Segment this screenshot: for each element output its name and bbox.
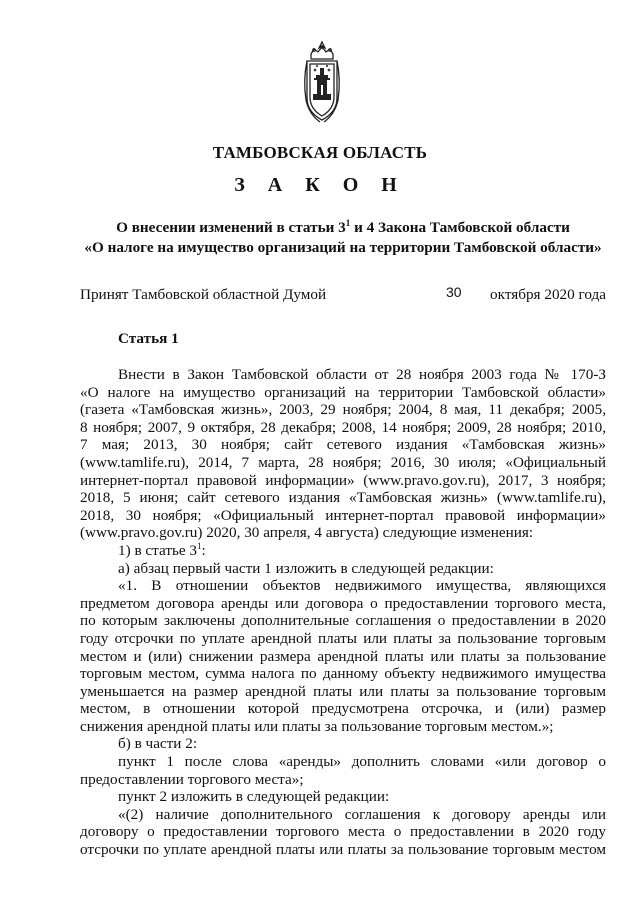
body-line: «(2) наличие дополнительного соглашения к договору аренды или bbox=[118, 805, 606, 823]
body-line bbox=[80, 542, 606, 560]
body-line-text: 1) в статье 3 bbox=[118, 541, 198, 559]
adoption-month-year: октября 2020 года bbox=[490, 286, 606, 303]
article-body bbox=[80, 366, 606, 859]
body-line: 2018, 5 июня; сайт сетевого издания «Тамбовская жизнь» (www.tamlife.ru), bbox=[80, 489, 606, 507]
body-line: «О налоге на имущество организаций на территории Тамбовской области» bbox=[80, 383, 606, 401]
body-line: пункт 2 изложить в следующей редакции: bbox=[118, 788, 390, 806]
body-line: снижения арендной платы или платы за пользование торговым местом.»; bbox=[80, 717, 554, 735]
body-line: договору о предоставлении торгового места о предоставлении в 2020 году bbox=[80, 823, 606, 841]
body-line: году отсрочки по уплате арендной платы или платы за пользование торговым bbox=[80, 629, 606, 647]
adoption-line bbox=[80, 286, 606, 306]
superscript: 1 bbox=[197, 541, 202, 551]
body-line: (газета «Тамбовская жизнь», 2003, 29 ноября; 2004, 8 мая, 11 декабря; 2005, bbox=[80, 401, 606, 419]
article-heading: Статья 1 bbox=[118, 330, 179, 347]
body-line: местом, в отношении которой предусмотрена отсрочка, и (или) размер bbox=[80, 700, 606, 718]
body-line: отсрочки по уплате арендной платы или платы за пользование торговым местом bbox=[80, 841, 606, 859]
law-title-line1-tail: и 4 Закона Тамбовской области bbox=[350, 219, 570, 236]
law-title bbox=[80, 218, 606, 258]
body-line: интернет-портал правовой информации» (www.pravo.gov.ru), 2017, 3 ноября; bbox=[80, 471, 606, 489]
body-line: торговым местом, сумма налога по данному объекту недвижимого имущества bbox=[80, 665, 606, 683]
law-title-sup: 1 bbox=[345, 217, 351, 228]
colon: : bbox=[201, 541, 206, 559]
region-name: ТАМБОВСКАЯ ОБЛАСТЬ bbox=[212, 143, 428, 162]
body-line: Внести в Закон Тамбовской области от 28 ноября 2003 года № 170-З bbox=[118, 366, 606, 383]
document-type: З А К О Н bbox=[234, 174, 406, 196]
body-line: предметом договора аренды или договора о предоставлении торгового места, bbox=[80, 594, 606, 612]
body-line: пункт 1 после слова «аренды» дополнить словами «или договор о bbox=[118, 753, 606, 771]
body-line: 2018, 30 ноября; «Официальный интернет-портал правовой информации» bbox=[80, 506, 606, 524]
body-line: местом и (или) снижении размера арендной платы или платы за пользование bbox=[80, 647, 606, 665]
body-line: «1. В отношении объектов недвижимого имущества, являющихся bbox=[118, 577, 606, 595]
law-title-line1: О внесении изменений в статьи 3 bbox=[116, 219, 346, 236]
body-line: (www.pravo.gov.ru) 2020, 30 апреля, 4 августа) следующие изменения: bbox=[80, 524, 534, 542]
coat-of-arms-emblem bbox=[302, 40, 342, 126]
body-line: 8 ноября; 2007, 9 октября, 28 декабря; 2008, 14 ноября; 2009, 28 ноября; 2010, bbox=[80, 418, 606, 436]
body-line: по которым заключены дополнительные соглашения о предоставлении в 2020 bbox=[80, 612, 606, 630]
adoption-day: 30 bbox=[446, 284, 462, 300]
body-line: а) абзац первый части 1 изложить в следующей редакции: bbox=[118, 559, 494, 577]
body-line: б) в части 2: bbox=[118, 735, 198, 753]
body-line: предоставлении торгового места»; bbox=[80, 770, 304, 788]
law-title-line2: «О налоге на имущество организаций на территории Тамбовской области» bbox=[84, 239, 602, 256]
body-line: (www.tamlife.ru), 2014, 7 марта, 28 ноября; 2016, 30 июля; «Официальный bbox=[80, 453, 606, 471]
body-line: уменьшается на размер арендной платы или платы за пользование торговым bbox=[80, 682, 606, 700]
adoption-label: Принят Тамбовской областной Думой bbox=[80, 286, 327, 303]
body-line: 7 мая; 2013, 30 ноября; сайт сетевого издания «Тамбовская жизнь» bbox=[80, 436, 606, 454]
